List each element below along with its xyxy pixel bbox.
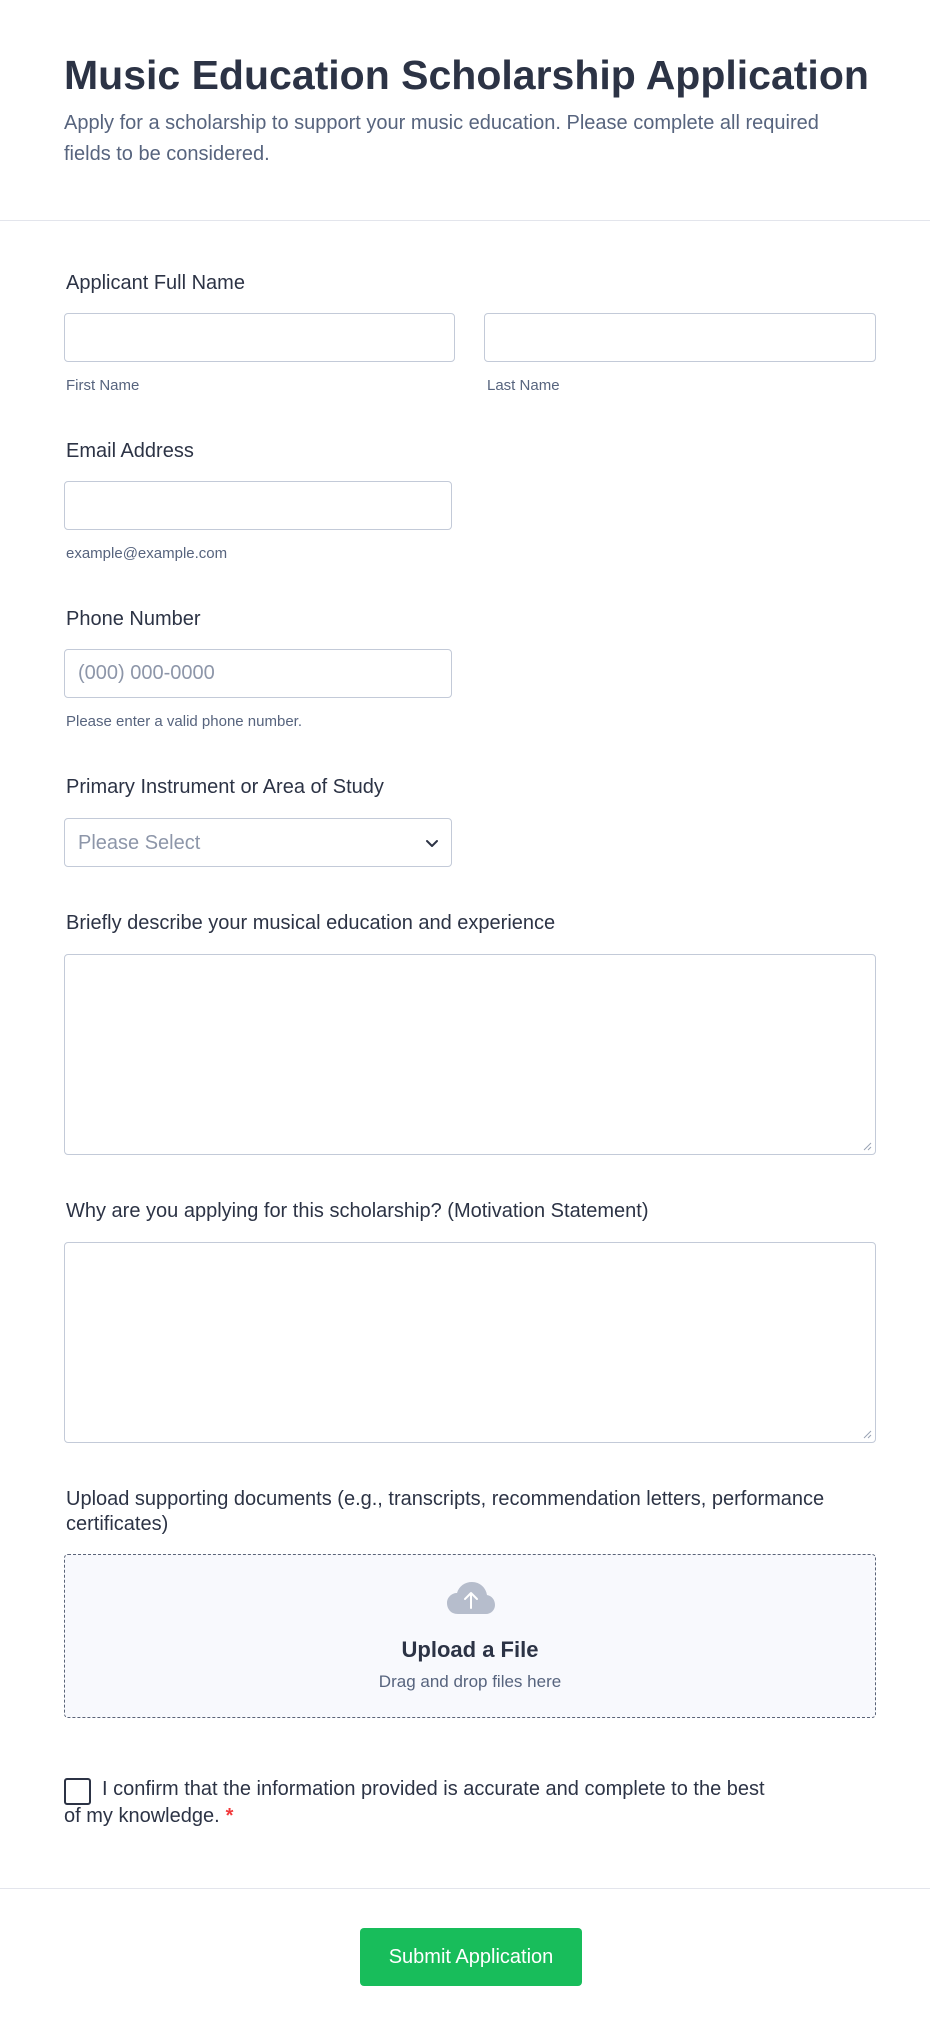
upload-label: Upload supporting documents (e.g., transcripts, recommendation letters, performance certificates) bbox=[66, 1488, 825, 1535]
first-name-input[interactable] bbox=[64, 313, 455, 362]
confirm-text: I confirm that the information provided is accurate and complete to the best of my knowledge. bbox=[64, 1778, 765, 1827]
motivation-label: Why are you applying for this scholarship? (Motivation Statement) bbox=[66, 1200, 649, 1222]
last-name-input[interactable] bbox=[484, 313, 876, 362]
instrument-select-value: Please Select bbox=[78, 832, 201, 854]
full-name-label: Applicant Full Name bbox=[66, 272, 245, 294]
phone-sublabel: Please enter a valid phone number. bbox=[66, 713, 302, 730]
motivation-textarea[interactable] bbox=[64, 1242, 876, 1443]
footer-divider bbox=[0, 1888, 930, 1889]
experience-textarea[interactable] bbox=[64, 954, 876, 1155]
chevron-down-icon bbox=[423, 834, 441, 852]
email-label: Email Address bbox=[66, 440, 194, 462]
form-header bbox=[0, 0, 930, 221]
instrument-label: Primary Instrument or Area of Study bbox=[66, 776, 384, 798]
file-upload-dropzone[interactable] bbox=[64, 1554, 876, 1718]
phone-label: Phone Number bbox=[66, 608, 201, 630]
submit-button[interactable]: Submit Application bbox=[360, 1928, 582, 1986]
upload-title: Upload a File bbox=[401, 1637, 539, 1662]
required-mark: * bbox=[225, 1805, 234, 1827]
experience-label: Briefly describe your musical education and experience bbox=[66, 912, 556, 934]
resize-grip-icon[interactable] bbox=[862, 1141, 872, 1151]
phone-input[interactable] bbox=[64, 649, 452, 698]
email-sublabel: example@example.com bbox=[66, 545, 228, 562]
cloud-upload-icon bbox=[446, 1581, 496, 1615]
email-input[interactable] bbox=[64, 481, 452, 530]
resize-grip-icon[interactable] bbox=[862, 1429, 872, 1439]
upload-subtitle: Drag and drop files here bbox=[378, 1672, 562, 1691]
first-name-sublabel: First Name bbox=[66, 377, 140, 394]
form-title: Music Education Scholarship Application bbox=[64, 52, 869, 98]
confirm-label bbox=[64, 1776, 784, 1830]
last-name-sublabel: Last Name bbox=[487, 377, 560, 394]
instrument-select[interactable] bbox=[64, 818, 452, 867]
form-subtitle: Apply for a scholarship to support your music education. Please complete all required fields to be considered. bbox=[64, 112, 819, 165]
